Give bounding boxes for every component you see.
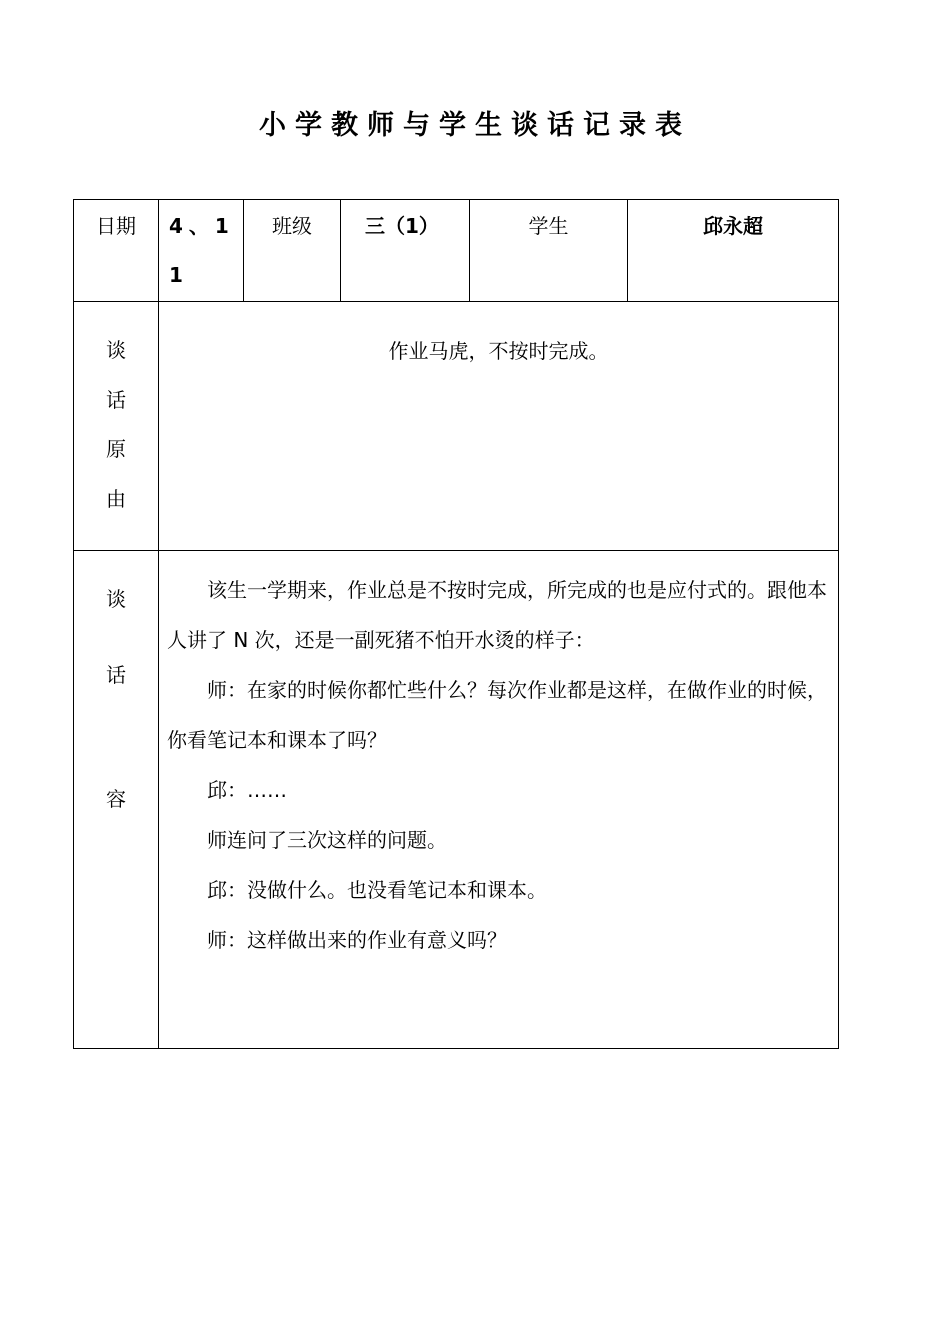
content-label-char: 容 <box>106 787 126 811</box>
reason-label-char: 话 <box>106 387 126 412</box>
class-value: 三（1） <box>341 200 470 302</box>
content-label-char: 谈 <box>106 587 126 611</box>
page-title: 小学教师与学生谈话记录表 <box>259 110 691 141</box>
reason-label-char: 谈 <box>106 338 126 362</box>
header-row <box>74 200 839 302</box>
class-label: 班级 <box>244 200 341 302</box>
content-paragraph: 该生一学期来，作业总是不按时完成，所完成的也是应付式的。跟他本人讲了 N 次，还是一副死猪不怕开水烫的样子： <box>167 578 827 652</box>
content-label-char: 话 <box>106 663 126 687</box>
reason-label-char: 由 <box>106 486 126 511</box>
content-row <box>74 551 839 1049</box>
content-paragraph: 师：在家的时候你都忙些什么？每次作业都是这样，在做作业的时候，你看笔记本和课本了吗？ <box>167 678 827 752</box>
content-label <box>74 551 159 1049</box>
reason-row <box>74 302 839 551</box>
reason-text: 作业马虎，不按时完成。 <box>159 302 839 551</box>
content-paragraph: 师连问了三次这样的问题。 <box>207 828 447 852</box>
content-paragraph: 师：这样做出来的作业有意义吗？ <box>207 928 507 952</box>
student-name: 邱永超 <box>628 200 839 302</box>
content-paragraph: 邱：…… <box>207 778 287 802</box>
reason-label-char: 原 <box>106 437 126 461</box>
content-text <box>159 551 839 1049</box>
student-label: 学生 <box>470 200 628 302</box>
content-paragraph: 邱：没做什么。也没看笔记本和课本。 <box>207 878 547 902</box>
reason-label <box>74 302 159 551</box>
date-value: 4、11 <box>159 200 244 302</box>
record-table <box>73 199 839 1049</box>
date-label: 日期 <box>74 200 159 302</box>
